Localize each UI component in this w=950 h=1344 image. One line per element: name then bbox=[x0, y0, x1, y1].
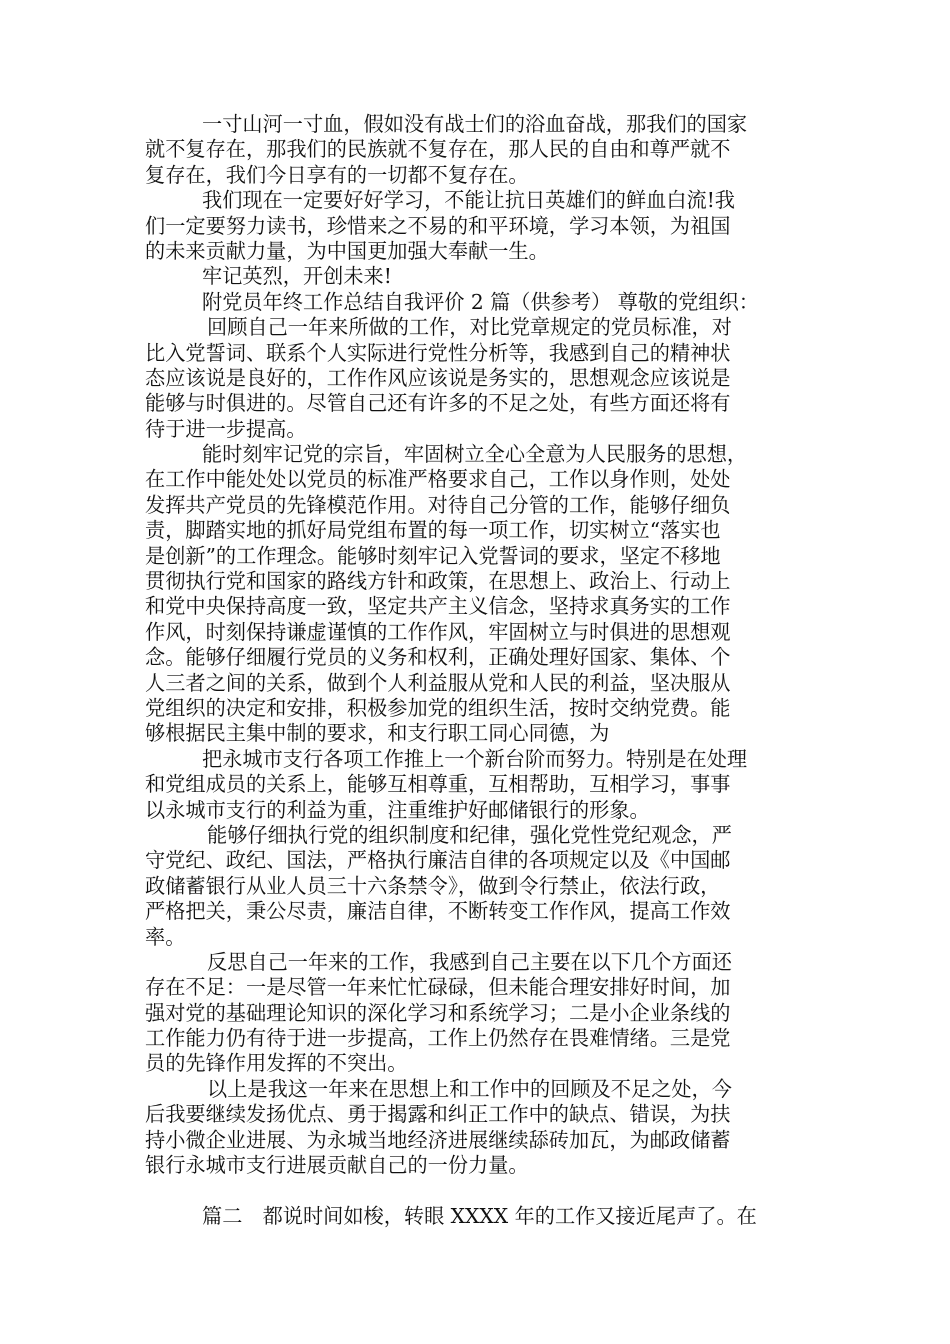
text-line: 一寸山河一寸血，假如没有战士们的浴血奋战，那我们的国家 bbox=[202, 112, 748, 136]
text-line: 严格把关，秉公尽责，廉洁自律，不断转变工作作风，提高工作效 bbox=[145, 899, 731, 924]
text-line: 银行永城市支行进展贡献自己的一份力量。 bbox=[145, 1153, 529, 1178]
text-line: 待于进一步提高。 bbox=[145, 416, 307, 441]
text-line: 能时刻牢记党的宗旨，牢固树立全心全意为人民服务的思想， bbox=[202, 442, 748, 467]
text-line: 够根据民主集中制的要求，和支行职工同心同德，为 bbox=[145, 721, 610, 746]
text-line: 工作能力仍有待于进一步提高，工作上仍然存在畏难情绪。三是党 bbox=[145, 1026, 731, 1051]
paragraph-gap bbox=[145, 1178, 815, 1203]
document-body bbox=[145, 112, 815, 1229]
text-line: 复存在，我们今日享有的一切都不复存在。 bbox=[145, 162, 529, 187]
text-line: 责，脚踏实地的抓好局党组布置的每一项工作，切实树立“落实也 bbox=[145, 518, 721, 543]
text-line: 比入党誓词、联系个人实际进行党性分析等，我感到自己的精神状 bbox=[145, 340, 731, 365]
text-line: 强对党的基础理论知识的深化学习和系统学习；二是小企业条线的 bbox=[145, 1000, 731, 1025]
text-line: 回顾自己一年来所做的工作，对比党章规定的党员标准，对 bbox=[207, 315, 732, 340]
text-line: 后我要继续发扬优点、勇于揭露和纠正工作中的缺点、错误，为扶 bbox=[145, 1102, 731, 1127]
text-line: 人三者之间的关系，做到个人利益服从党和人民的利益，坚决服从 bbox=[145, 670, 731, 695]
text-line: 把永城市支行各项工作推上一个新台阶而努力。特别是在处理 bbox=[202, 746, 748, 771]
text-line: 能够仔细执行党的组织制度和纪律，强化党性党纪观念，严 bbox=[207, 822, 732, 847]
text-line: 态应该说是良好的，工作作风应该说是务实的，思想观念应该说是 bbox=[145, 365, 731, 390]
text-line: 就不复存在，那我们的民族就不复存在，那人民的自由和尊严就不 bbox=[145, 137, 731, 162]
text-line: 们一定要努力读书，珍惜来之不易的和平环境，学习本领，为祖国 bbox=[145, 213, 731, 238]
text-line: 念。能够仔细履行党员的义务和权利，正确处理好国家、集体、个 bbox=[145, 645, 731, 670]
text-line: 以上是我这一年来在思想上和工作中的回顾及不足之处，今 bbox=[207, 1076, 732, 1101]
text-line: 存在不足：一是尽管一年来忙忙碌碌，但未能合理安排好时间，加 bbox=[145, 975, 731, 1000]
text-line: 反思自己一年来的工作，我感到自己主要在以下几个方面还 bbox=[207, 949, 732, 974]
text-line: 和党组成员的关系上，能够互相尊重，互相帮助，互相学习，事事 bbox=[145, 772, 731, 797]
text-line: 篇二 都说时间如梭，转眼 XXXX 年的工作又接近尾声了。在 bbox=[202, 1203, 757, 1228]
text-line: 我们现在一定要好好学习，不能让抗日英雄们的鲜血白流!我 bbox=[202, 188, 735, 213]
text-line: 附党员年终工作总结自我评价 2 篇（供参考） 尊敬的党组织： bbox=[202, 289, 759, 314]
text-line: 政储蓄银行从业人员三十六条禁令》，做到令行禁止，依法行政， bbox=[145, 873, 721, 898]
text-line: 的未来贡献力量，为中国更加强大奉献一生。 bbox=[145, 238, 549, 263]
text-line: 在工作中能处处以党员的标准严格要求自己，工作以身作则，处处 bbox=[145, 467, 731, 492]
text-line: 是创新”的工作理念。能够时刻牢记入党誓词的要求，坚定不移地 bbox=[145, 543, 721, 568]
text-line: 党组织的决定和安排，积极参加党的组织生活，按时交纳党费。能 bbox=[145, 695, 731, 720]
text-line: 发挥共产党员的先锋模范作用。对待自己分管的工作，能够仔细负 bbox=[145, 492, 731, 517]
text-line: 守党纪、政纪、国法，严格执行廉洁自律的各项规定以及《中国邮 bbox=[145, 848, 731, 873]
text-line: 贯彻执行党和国家的路线方针和政策，在思想上、政治上、行动上 bbox=[145, 569, 731, 594]
text-line: 能够与时俱进的。尽管自己还有许多的不足之处，有些方面还将有 bbox=[145, 391, 731, 416]
text-line: 和党中央保持高度一致，坚定共产主义信念，坚持求真务实的工作 bbox=[145, 594, 731, 619]
text-line: 牢记英烈，开创未来! bbox=[202, 264, 392, 289]
text-line: 以永城市支行的利益为重，注重维护好邮储银行的形象。 bbox=[145, 797, 650, 822]
text-line: 作风，时刻保持谦虚谨慎的工作作风，牢固树立与时俱进的思想观 bbox=[145, 619, 731, 644]
text-line: 持小微企业进展、为永城当地经济进展继续舔砖加瓦，为邮政储蓄 bbox=[145, 1127, 731, 1152]
text-line: 员的先锋作用发挥的不突出。 bbox=[145, 1051, 408, 1076]
text-line: 率。 bbox=[145, 924, 186, 949]
